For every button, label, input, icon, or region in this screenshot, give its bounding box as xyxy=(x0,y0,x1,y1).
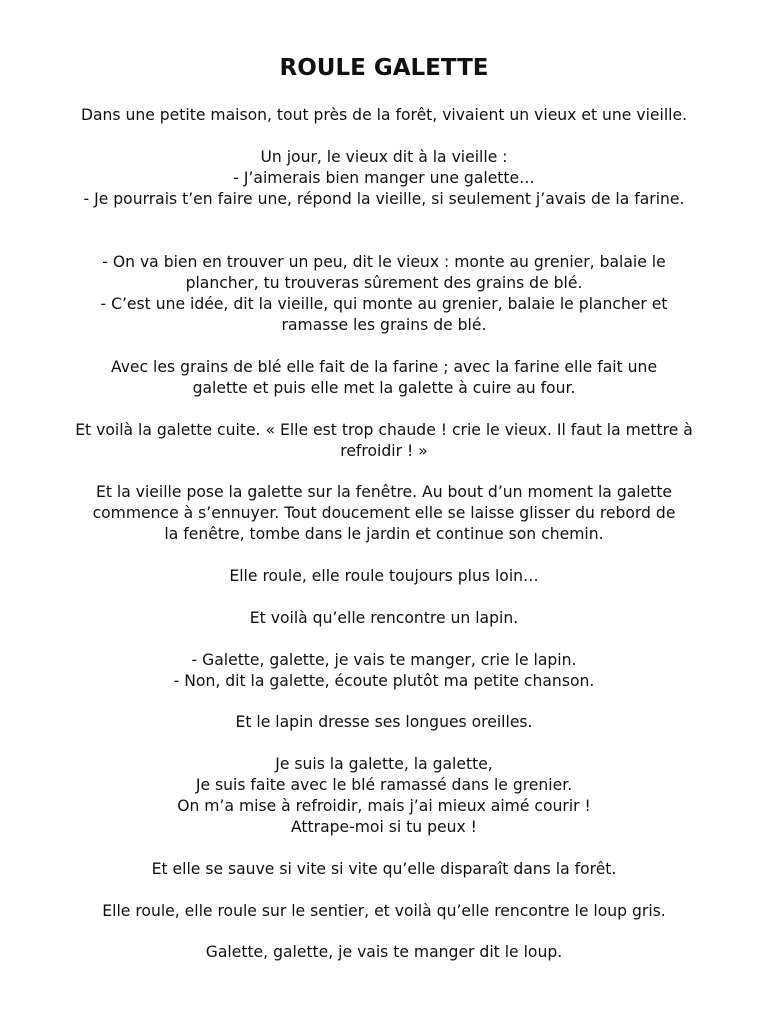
story-line: ramasse les grains de blé. xyxy=(281,316,487,334)
story-line: - Galette, galette, je vais te manger, crie le lapin. xyxy=(191,651,577,669)
song-line: Attrape-moi si tu peux ! xyxy=(291,818,477,836)
story-line: plancher, tu trouveras sûrement des grains de blé. xyxy=(185,274,583,292)
story-line: - Non, dit la galette, écoute plutôt ma petite chanson. xyxy=(173,672,595,690)
story-line: - C’est une idée, dit la vieille, qui monte au grenier, balaie le plancher et xyxy=(100,295,668,313)
story-line: Un jour, le vieux dit à la vieille : xyxy=(260,148,508,166)
story-line: Et voilà la galette cuite. « Elle est trop chaude ! crie le vieux. Il faut la mettre à xyxy=(75,421,693,439)
story-line: refroidir ! » xyxy=(340,442,428,460)
story-line: Et le lapin dresse ses longues oreilles. xyxy=(235,713,533,731)
story-line: commence à s’ennuyer. Tout doucement elle se laisse glisser du rebord de xyxy=(92,504,676,522)
story-line: Elle roule, elle roule sur le sentier, et voilà qu’elle rencontre le loup gris. xyxy=(102,902,666,920)
story-line: Et la vieille pose la galette sur la fenêtre. Au bout d’un moment la galette xyxy=(95,483,673,501)
song-line: Je suis la galette, la galette, xyxy=(275,755,493,773)
story-line: la fenêtre, tombe dans le jardin et continue son chemin. xyxy=(164,525,604,543)
story-line: Dans une petite maison, tout près de la forêt, vivaient un vieux et une vieille. xyxy=(80,106,688,124)
story-line: Galette, galette, je vais te manger dit le loup. xyxy=(205,943,563,961)
story-line: Et elle se sauve si vite si vite qu’elle disparaît dans la forêt. xyxy=(151,860,617,878)
story-line: Et voilà qu’elle rencontre un lapin. xyxy=(249,609,519,627)
story-line: - Je pourrais t’en faire une, répond la vieille, si seulement j’avais de la farine. xyxy=(83,190,685,208)
story-line: - J’aimerais bien manger une galette… xyxy=(233,169,535,187)
story-line: Elle roule, elle roule toujours plus loin… xyxy=(229,567,539,585)
story-line: - On va bien en trouver un peu, dit le vieux : monte au grenier, balaie le xyxy=(102,253,666,271)
song-line: On m’a mise à refroidir, mais j’ai mieux aimé courir ! xyxy=(177,797,591,815)
song-line: Je suis faite avec le blé ramassé dans le grenier. xyxy=(195,776,573,794)
story-line: galette et puis elle met la galette à cuire au four. xyxy=(192,379,576,397)
page-title: ROULE GALETTE xyxy=(279,55,489,81)
story-line: Avec les grains de blé elle fait de la farine ; avec la farine elle fait une xyxy=(110,358,658,376)
